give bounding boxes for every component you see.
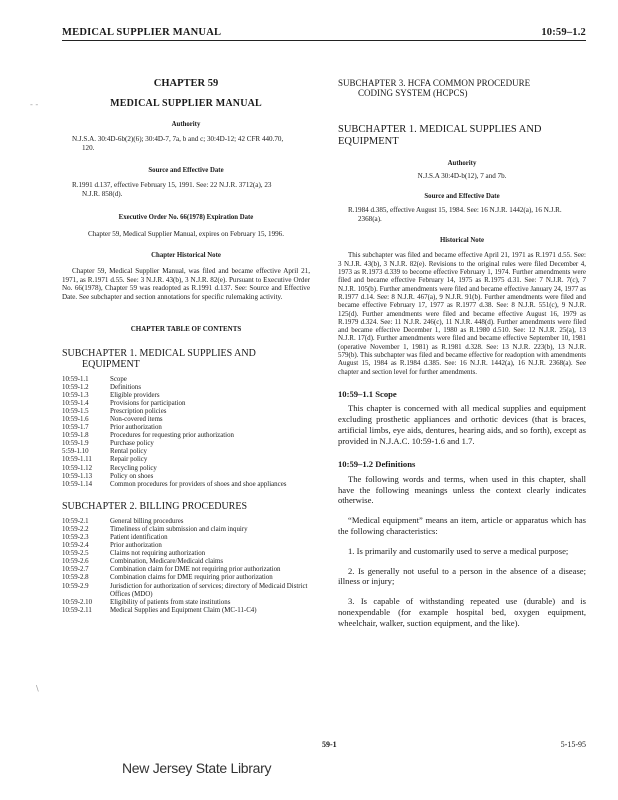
toc-section-title: Recycling policy: [110, 464, 157, 472]
toc-row: [62, 583, 310, 599]
toc-subchapter-1-list: [62, 376, 310, 489]
chapter-title: MEDICAL SUPPLIER MANUAL: [110, 98, 262, 110]
toc-section-number: 10:59-2.10: [62, 598, 93, 606]
definition-item: 3. Is capable of withstanding repeated use (durable) and is nonexpendable (for example hospital bed, oxygen equipment, wheelchair, walker, suction equipment, and the like).: [338, 596, 586, 628]
toc-row: [62, 599, 310, 607]
toc-section-title: Non-covered items: [110, 415, 163, 423]
toc-section-number: 10:59-1.4: [62, 399, 89, 407]
toc-section-number: 10:59-2.5: [62, 550, 89, 558]
toc-section-number: 10:59-1.12: [62, 464, 93, 472]
subchapter-1-line1: SUBCHAPTER 1. MEDICAL SUPPLIES AND: [338, 124, 542, 135]
toc-section-title: Scope: [110, 375, 127, 383]
toc-row: [62, 542, 310, 550]
toc-section-title: Repair policy: [110, 456, 148, 464]
toc-section-title: Prior authorization: [110, 542, 162, 550]
toc-section-title: Common procedures for providers of shoes and shoe appliances: [110, 480, 287, 488]
margin-mark: \: [36, 684, 39, 693]
toc-section-title: Procedures for requesting prior authorization: [110, 432, 234, 440]
toc-section-number: 10:59-1.3: [62, 391, 89, 399]
toc-section-number: 10:59-1.2: [62, 383, 89, 391]
toc-section-title: Timeliness of claim submission and claim inquiry: [110, 525, 248, 533]
sub-authority-heading: Authority: [447, 160, 477, 167]
toc-row: [62, 550, 310, 558]
chapter-history-text: Chapter 59, Medical Supplier Manual, was filed and became effective April 21, 1971, as R.1971 d.55. See: 3 N.J.R. 43(b), 3 N.J.R. 82(e). Pursuant to Executive Order No. 66(1978), Chapter 59 was readopted as R.1991 d.137. See: Source and Effective Date. See subchapter and section annotations for specific rulemaking activity.: [62, 267, 310, 301]
toc-row: [62, 558, 310, 566]
page-number: 59-1: [322, 740, 337, 749]
toc-subchapter-2-list: [62, 518, 310, 615]
toc-section-title: Eligibility of patients from state institutions: [110, 598, 231, 606]
chapter-history-heading: Chapter Historical Note: [151, 252, 221, 260]
toc-row: [62, 566, 310, 574]
toc-row: [62, 376, 310, 384]
section-scope-text: This chapter is concerned with all medical supplies and equipment excluding prosthetic appliances and orthotic devices (that is braces, artificial limbs, eye aids, dentures, hearing aids, and so forth), except as provided in N.J.A.C. 10:59-1.6 and 1.7.: [338, 403, 586, 446]
toc-section-title: Medical Supplies and Equipment Claim (MC-11-C4): [110, 606, 257, 614]
toc-row: [62, 456, 310, 464]
toc-section-number: 10:59-2.4: [62, 542, 89, 550]
toc-row: [62, 534, 310, 542]
toc-section-number: 10:59-1.6: [62, 415, 89, 423]
medical-equipment-definition: “Medical equipment” means an item, article or apparatus which has the following characteristics:: [338, 515, 586, 537]
toc-section-title: Combination claims for DME requiring prior authorization: [110, 574, 273, 582]
toc-row: [62, 518, 310, 526]
toc-subchapter-2: SUBCHAPTER 2. BILLING PROCEDURES: [62, 500, 248, 512]
sub-source-heading: Source and Effective Date: [424, 192, 500, 200]
toc-row: [62, 526, 310, 534]
sub-source-text: R.1984 d.385, effective August 15, 1984. See: 16 N.J.R. 1442(a), 16 N.J.R. 2368(a).: [348, 206, 562, 223]
exec-order-text: Chapter 59, Medical Supplier Manual, expires on February 15, 1996.: [87, 229, 285, 238]
toc-section-number: 10:59-1.5: [62, 407, 89, 415]
toc-section-title: Rental policy: [110, 448, 147, 456]
sub-history-text: This subchapter was filed and became effective April 21, 1971 as R.1971 d.55. See: 3 N.J.R. 43(b), 3 N.J.R. 82(e). Revisions to the original rules were filed December 4, 1973 as R.1973 d.339 to become effective February 1, 1974. Further amendments were filed and became effective February 14, 1975 as R.1975 d.31. See: 7 N.J.R. 7(c), 7 N.J.R. 105(b). Further amendments were filed and became effective January 24, 1977 as R.1977 d.14. See: 8 N.J.R. 467(a), 9 N.J.R. 91(b). Further amendments were filed and became effective February 17, 1977 as R.1977 d.38. See: 8 N.J.R. 551(c), 9 N.J.R. 125(d). Further amendments were filed and became effective August 16, 1979 as R.1979 d.324. See: 11 N.J.R. 246(c), 11 N.J.R. 448(d). Further amendments were filed and became effective December 1, 1980 as R.1980 d.510. See: 12 N.J.R. 25(a), 13 N.J.R. 17(d). Further amendments were filed and became effective September 10, 1981 (operative November 1, 1981) as R.1981 d.328. See: 13 N.J.R. 223(b), 13 N.J.R. 579(b). This subchapter was filed and became effective for readoption with amendments August 15, 1984 as R.1984 d.385. See: 16 N.J.R. 1442(a), 16 N.J.R. 2368(a). See chapter and section level for further amendments.: [338, 251, 586, 376]
toc-section-number: 10:59-2.3: [62, 534, 89, 541]
running-header: [62, 22, 586, 38]
toc-section-title: Prior authorization: [110, 424, 162, 432]
toc-section-number: 10:59-1.14: [62, 480, 93, 488]
definition-item: 2. Is generally not useful to a person in the absence of a disease; illness or injury;: [338, 565, 586, 587]
toc-section-title: Claims not requiring authorization: [110, 550, 206, 558]
toc-section-title: Purchase policy: [110, 440, 154, 448]
toc-section-number: 10:59-1.13: [62, 472, 93, 480]
exec-order-heading: Executive Order No. 66(1978) Expiration Date: [118, 214, 254, 222]
toc-subchapter-1-line1: SUBCHAPTER 1. MEDICAL SUPPLIES AND: [62, 347, 256, 359]
toc-section-number: 10:59-1.7: [62, 424, 89, 432]
toc-row: [62, 408, 310, 416]
toc-section-title: Provisions for participation: [110, 399, 186, 407]
source-heading: Source and Effective Date: [148, 167, 224, 175]
source-text: R.1991 d.137, effective February 15, 1991. See: 22 N.J.R. 3712(a), 23 N.J.R. 858(d).: [72, 181, 272, 198]
sub-history-heading: Historical Note: [440, 237, 484, 245]
toc-subchapter-1-line2: EQUIPMENT: [82, 358, 140, 370]
toc-row: [62, 440, 310, 448]
toc-subchapter-3: [338, 78, 586, 98]
toc-row: [62, 400, 310, 408]
toc-section-number: 5:59-1.10: [62, 448, 89, 456]
toc-section-number: 10:59-2.7: [62, 566, 89, 574]
toc-row: [62, 481, 310, 489]
authority-text: N.J.S.A. 30:4D-6b(2)(6); 30:4D-7, 7a, b and c; 30:4D-12; 42 CFR 440.70, 120.: [72, 135, 284, 152]
toc-section-number: 10:59-2.2: [62, 525, 89, 533]
toc-section-title: Jurisdiction for authorization of services; directory of Medicaid District Offices (MDO): [110, 582, 308, 598]
margin-mark: - -: [30, 100, 39, 109]
header-title: MEDICAL SUPPLIER MANUAL: [62, 27, 222, 38]
authority-heading: Authority: [171, 120, 201, 128]
toc-row: [62, 465, 310, 473]
toc-row: [62, 424, 310, 432]
toc-row: [62, 416, 310, 424]
toc-section-number: 10:59-1.11: [62, 456, 92, 464]
section-definitions-text: The following words and terms, when used in this chapter, shall have the following meanings unless the context clearly indicates otherwise.: [338, 473, 586, 506]
toc-section-number: 10:59-1.1: [62, 375, 89, 383]
subchapter-1-line2: EQUIPMENT: [338, 136, 399, 147]
toc-section-title: General billing procedures: [110, 517, 184, 525]
right-column: [338, 50, 586, 629]
toc-section-number: 10:59-1.8: [62, 432, 89, 440]
toc-section-number: 10:59-2.11: [62, 606, 92, 614]
toc-row: [62, 432, 310, 440]
toc-row: [62, 392, 310, 400]
toc-subchapter-3-line1: SUBCHAPTER 3. HCFA COMMON PROCEDURE: [338, 78, 531, 88]
header-rule: [62, 40, 586, 41]
toc-subchapter-3-line2: CODING SYSTEM (HCPCS): [358, 88, 468, 98]
toc-row: [62, 607, 310, 615]
toc-section-number: 10:59-2.8: [62, 574, 89, 582]
toc-section-title: Combination, Medicare/Medicaid claims: [110, 558, 224, 566]
toc-row: [62, 574, 310, 582]
toc-section-number: 10:59-2.1: [62, 517, 89, 525]
toc-section-title: Definitions: [110, 383, 142, 391]
supplement-date: 5-15-95: [560, 740, 586, 749]
sub-authority-text: N.J.S.A 30:4D-b(12), 7 and 7b.: [417, 172, 507, 181]
toc-section-number: 10:59-1.9: [62, 440, 89, 448]
toc-section-title: Prescription policies: [110, 407, 167, 415]
left-column: [62, 50, 310, 615]
subchapter-1-heading: [338, 124, 586, 148]
toc-section-title: Eligible providers: [110, 391, 160, 399]
definition-item: 1. Is primarily and customarily used to serve a medical purpose;: [348, 545, 569, 556]
toc-row: [62, 473, 310, 481]
toc-section-title: Combination claim for DME not requiring prior authorization: [110, 566, 281, 574]
section-definitions-heading: 10:59–1.2 Definitions: [338, 459, 416, 470]
section-scope-heading: 10:59–1.1 Scope: [338, 388, 397, 399]
chapter-number: CHAPTER 59: [153, 78, 219, 89]
library-stamp: New Jersey State Library: [122, 760, 272, 776]
toc-row: [62, 384, 310, 392]
toc-section-title: Patient identification: [110, 534, 168, 541]
toc-section-title: Policy on shoes: [110, 472, 154, 480]
toc-subchapter-1: [62, 348, 310, 370]
toc-section-number: 10:59-2.9: [62, 582, 89, 590]
toc-row: [62, 448, 310, 456]
toc-section-number: 10:59-2.6: [62, 558, 89, 566]
toc-heading: CHAPTER TABLE OF CONTENTS: [130, 325, 242, 334]
header-section-number: 10:59–1.2: [541, 27, 586, 38]
